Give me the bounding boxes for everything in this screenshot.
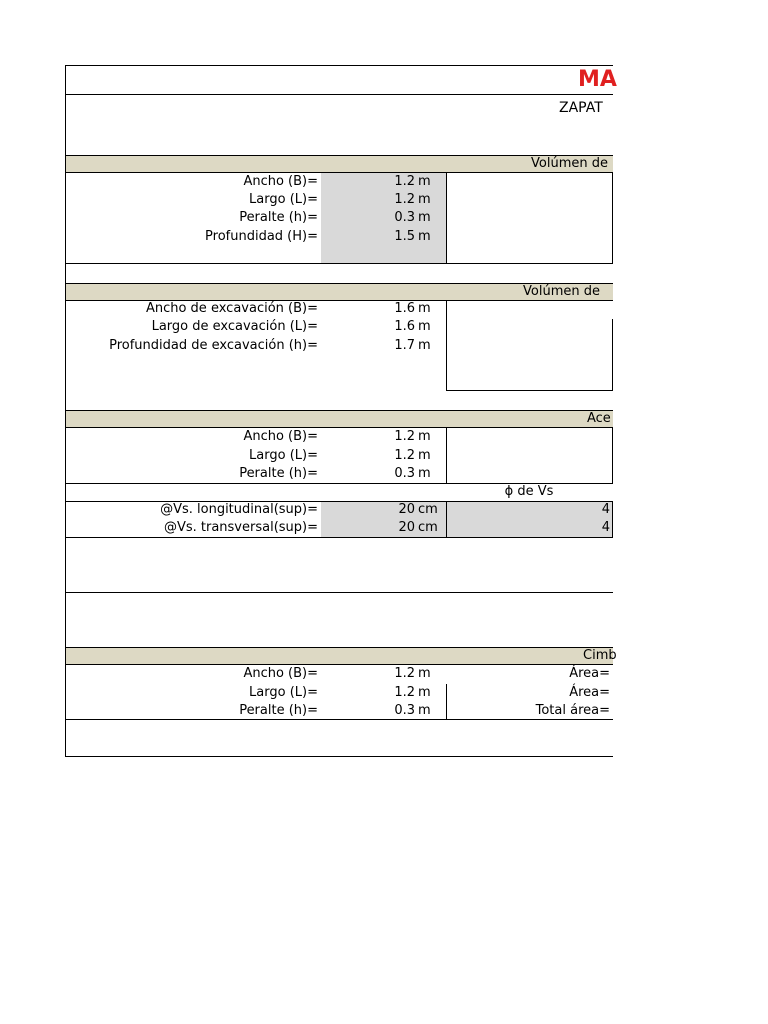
s1-profundidad-label: Profundidad (H)= xyxy=(205,229,318,244)
section4-title: Cimb xyxy=(583,648,617,663)
s2-width-unit: m xyxy=(418,301,431,316)
section2-bottom-border xyxy=(446,390,613,391)
section2-column-divider xyxy=(446,301,447,391)
s1-depth-unit: m xyxy=(418,210,431,225)
s1-width-unit: m xyxy=(418,174,431,189)
s2-depth-value[interactable]: 1.7 xyxy=(394,338,415,353)
s3-depth-unit: m xyxy=(418,466,431,481)
header-divider xyxy=(65,94,613,95)
spacing-column-divider xyxy=(446,501,447,538)
s1-depth-value[interactable]: 0.3 xyxy=(394,210,415,225)
s3-length-value[interactable]: 1.2 xyxy=(394,448,415,463)
frame-bottom-border xyxy=(65,756,613,757)
s4-depth-label: Peralte (h)= xyxy=(239,703,318,718)
phi-header: ϕ de Vs xyxy=(504,484,554,499)
s3-depth-value[interactable]: 0.3 xyxy=(394,466,415,481)
s2-length-unit: m xyxy=(418,319,431,334)
section3-right-border xyxy=(612,428,613,483)
s2-width-value[interactable]: 1.6 xyxy=(394,301,415,316)
s4-length-label: Largo (L)= xyxy=(249,685,318,700)
section4-header-band xyxy=(66,647,613,665)
s3-long-phi-value[interactable]: 4 xyxy=(601,502,610,517)
s4-total-area-label: Total área= xyxy=(535,703,610,718)
s2-depth-unit: m xyxy=(418,338,431,353)
s3-trans-spacing-value[interactable]: 20 xyxy=(398,520,415,535)
s1-length-unit: m xyxy=(418,192,431,207)
s3-long-spacing-unit: cm xyxy=(418,502,438,517)
section1-column-divider xyxy=(446,173,447,264)
section4-column-divider xyxy=(446,684,447,720)
frame-top-border xyxy=(65,65,613,66)
s1-width-label: Ancho (B)= xyxy=(243,174,318,189)
s2-length-value[interactable]: 1.6 xyxy=(394,319,415,334)
s4-length-unit: m xyxy=(418,685,431,700)
spacing-bottom-border xyxy=(66,537,613,538)
s1-depth-label: Peralte (h)= xyxy=(239,210,318,225)
section3-header-band xyxy=(66,410,613,428)
s3-length-unit: m xyxy=(418,448,431,463)
s1-profundidad-unit: m xyxy=(418,229,431,244)
section2-right-border xyxy=(612,319,613,391)
s3-long-spacing-value[interactable]: 20 xyxy=(398,502,415,517)
s3-trans-spacing-label: @Vs. transversal(sup)= xyxy=(163,520,318,535)
s4-width-unit: m xyxy=(418,666,431,681)
s1-length-label: Largo (L)= xyxy=(249,192,318,207)
s1-profundidad-value[interactable]: 1.5 xyxy=(394,229,415,244)
section3-column-divider xyxy=(446,428,447,483)
s3-width-label: Ancho (B)= xyxy=(243,429,318,444)
s3-width-unit: m xyxy=(418,429,431,444)
s2-width-label: Ancho de excavación (B)= xyxy=(145,301,318,316)
s3-length-label: Largo (L)= xyxy=(249,448,318,463)
s4-depth-value[interactable]: 0.3 xyxy=(394,703,415,718)
s2-length-label: Largo de excavación (L)= xyxy=(151,319,318,334)
section1-right-border xyxy=(612,173,613,264)
s1-length-value[interactable]: 1.2 xyxy=(394,192,415,207)
section1-title: Volúmen de xyxy=(531,156,608,171)
s3-long-spacing-label: @Vs. longitudinal(sup)= xyxy=(160,502,318,517)
section2-title: Volúmen de xyxy=(523,284,600,299)
s3-depth-label: Peralte (h)= xyxy=(239,466,318,481)
section3-title: Ace xyxy=(587,411,611,426)
s4-width-label: Ancho (B)= xyxy=(243,666,318,681)
s3-trans-phi-value[interactable]: 4 xyxy=(601,520,610,535)
sheet-subtitle: ZAPAT xyxy=(559,100,603,116)
s2-depth-label: Profundidad de excavación (h)= xyxy=(109,338,318,353)
s4-length-value[interactable]: 1.2 xyxy=(394,685,415,700)
s4-area-label-2: Área= xyxy=(569,685,610,700)
s4-width-value[interactable]: 1.2 xyxy=(394,666,415,681)
section1-bottom-border xyxy=(66,263,613,264)
s3-trans-spacing-unit: cm xyxy=(418,520,438,535)
s3-width-value[interactable]: 1.2 xyxy=(394,429,415,444)
spacing-right-border xyxy=(612,501,613,538)
s1-width-value[interactable]: 1.2 xyxy=(394,174,415,189)
spacer-border xyxy=(66,592,613,593)
s4-depth-unit: m xyxy=(418,703,431,718)
sheet-title: MA xyxy=(578,67,617,92)
s4-area-label-1: Área= xyxy=(569,666,610,681)
